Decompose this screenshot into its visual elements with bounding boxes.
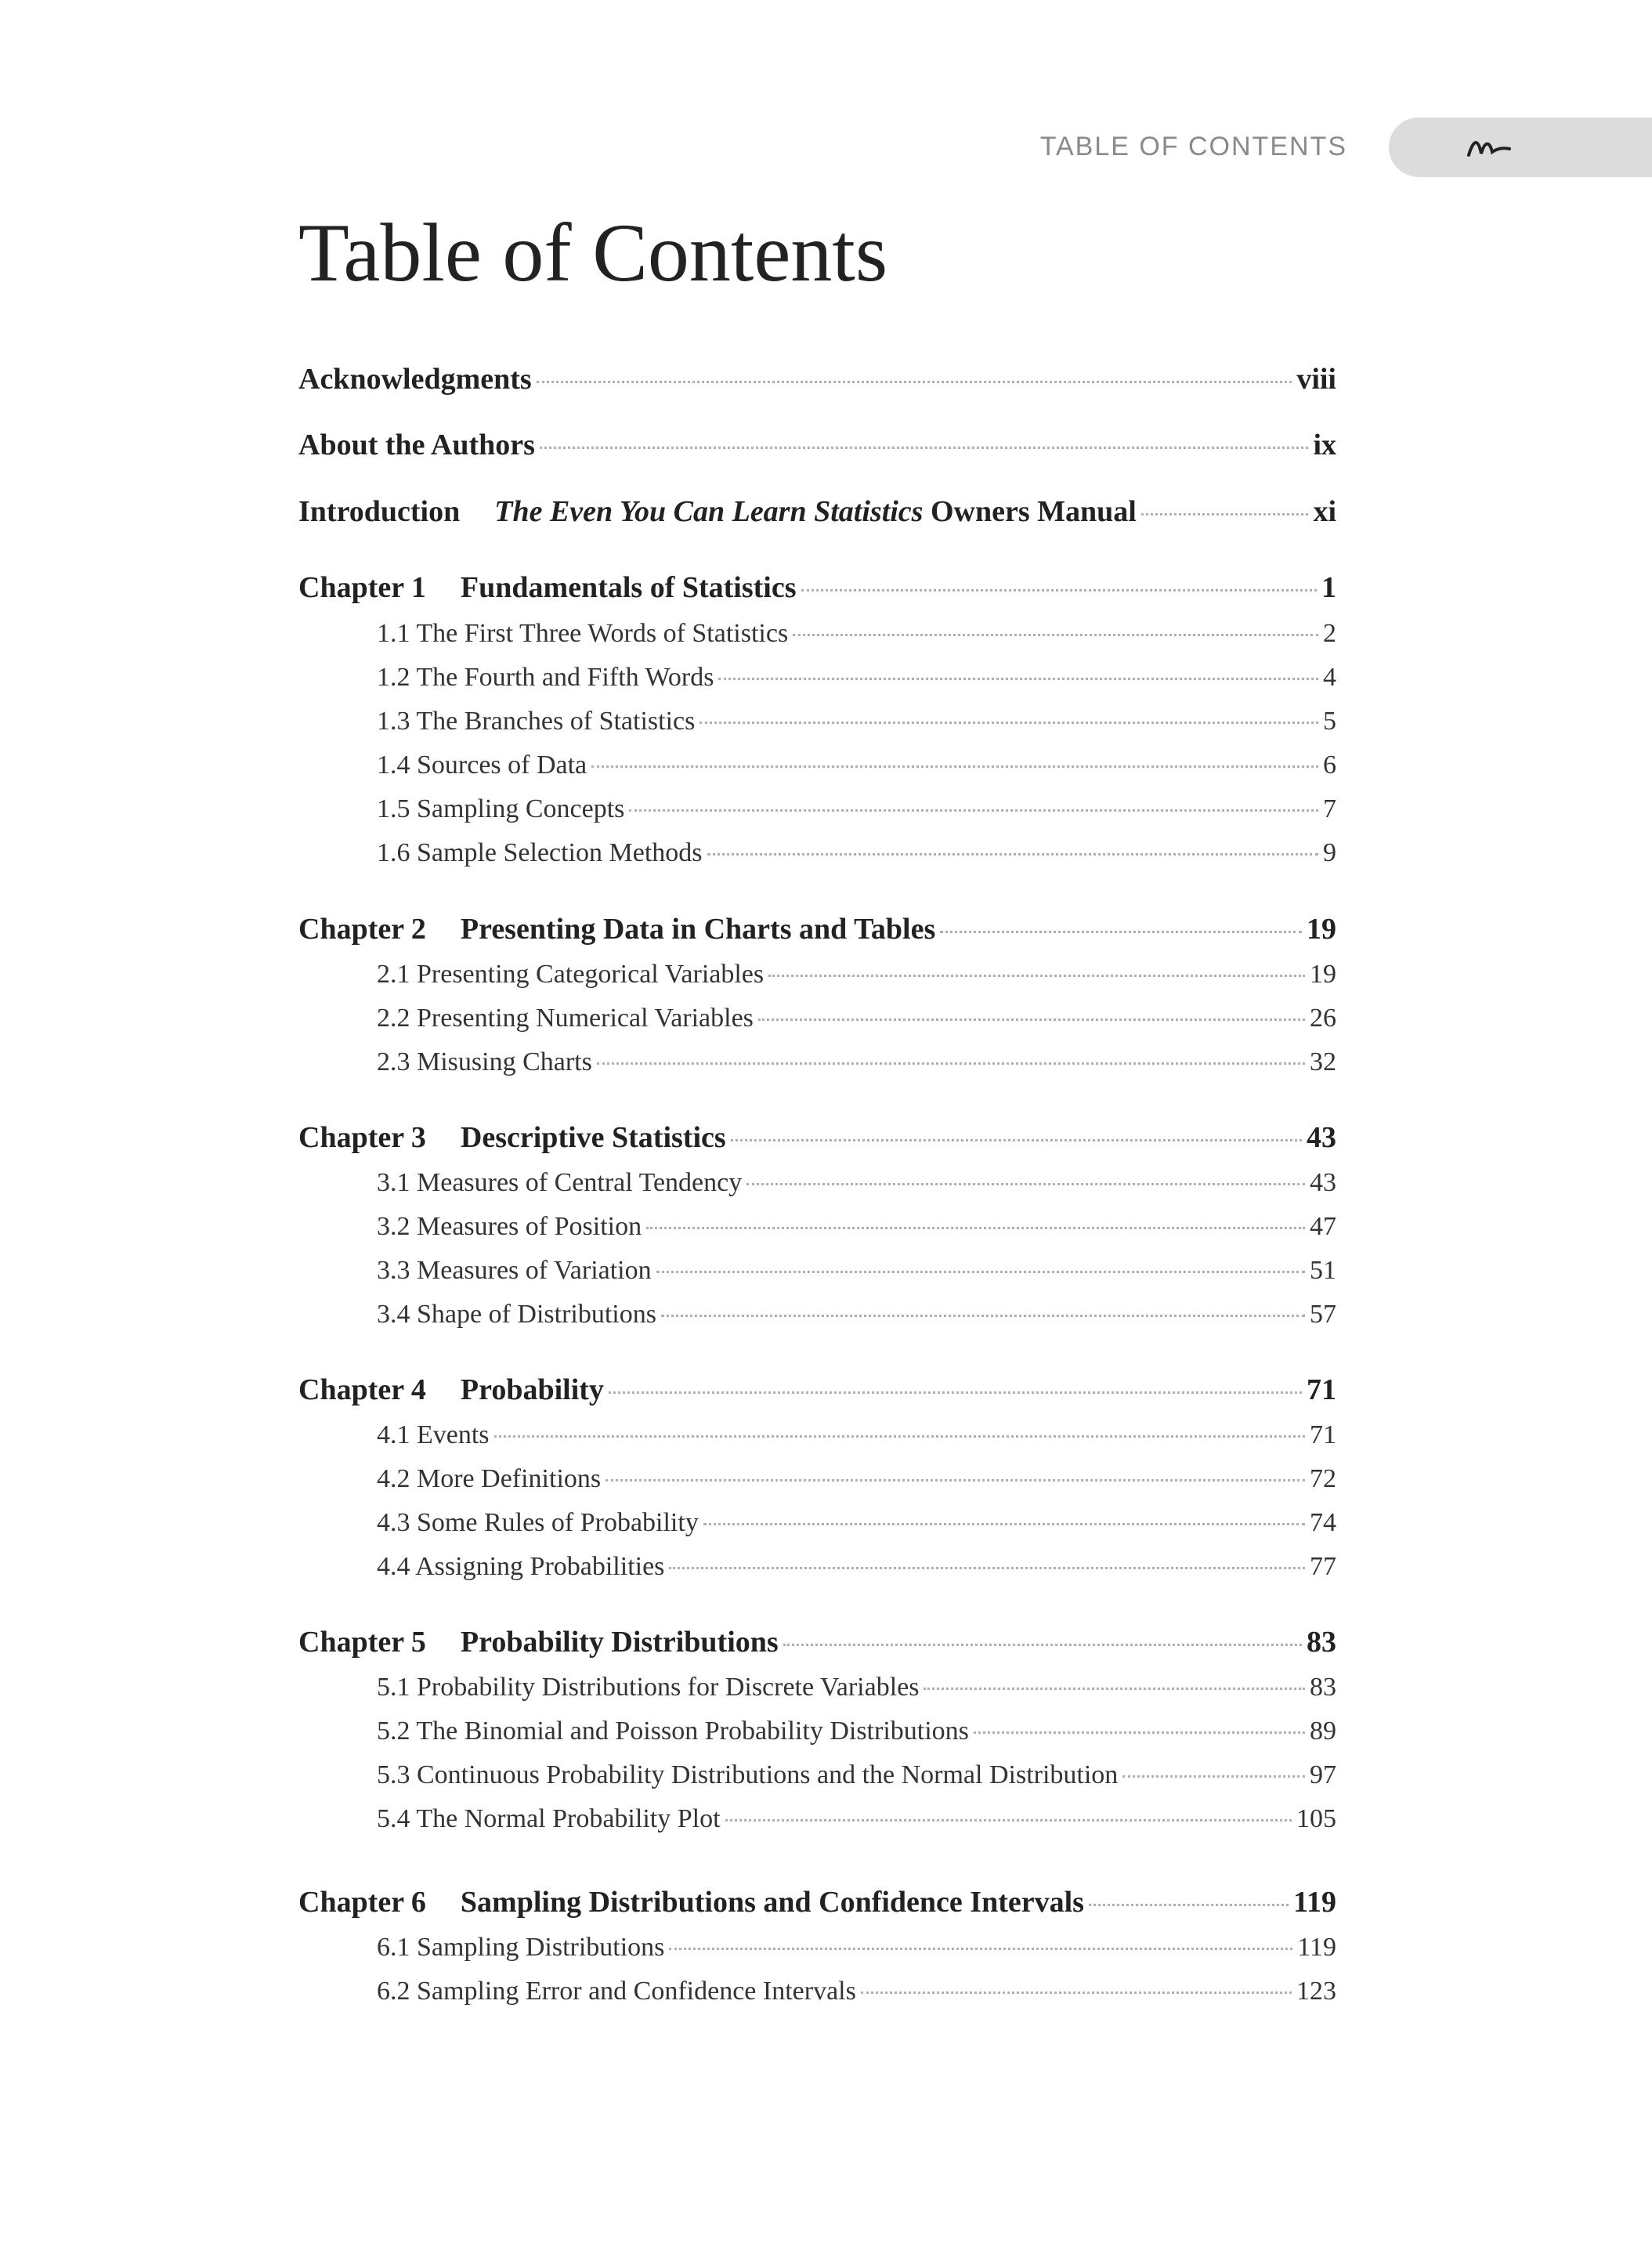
section-label: 5.2 The Binomial and Poisson Probability Distributions: [377, 1717, 969, 1746]
section-label: 2.1 Presenting Categorical Variables: [377, 960, 765, 989]
dot-leader: [537, 381, 1292, 383]
entry-label: About the Authors: [298, 429, 535, 461]
running-head: TABLE OF CONTENTS: [1039, 132, 1347, 161]
toc-chapter-2[interactable]: [298, 912, 1336, 946]
page-number: 57: [1310, 1300, 1336, 1329]
dot-leader: [699, 722, 1318, 724]
dot-leader: [731, 1139, 1302, 1141]
page-number: 77: [1310, 1552, 1336, 1581]
page-number: 43: [1307, 1121, 1336, 1154]
page-title: Table of Contents: [298, 207, 888, 298]
toc-section[interactable]: [377, 1508, 1336, 1538]
page-number: 4: [1323, 663, 1336, 692]
entry-title-rest: Owners Manual: [923, 495, 1137, 528]
dot-leader: [494, 1435, 1305, 1438]
dot-leader: [924, 1688, 1305, 1690]
page-number: 123: [1296, 1977, 1336, 2006]
dot-leader: [629, 809, 1318, 812]
toc-section[interactable]: [377, 1717, 1336, 1746]
section-label: 4.4 Assigning Probabilities: [377, 1552, 665, 1581]
toc-section[interactable]: [377, 1212, 1336, 1242]
chapter-title: Fundamentals of Statistics: [460, 571, 797, 604]
page-number: 7: [1323, 794, 1336, 823]
page-number: 97: [1310, 1760, 1336, 1789]
toc-section[interactable]: [377, 1300, 1336, 1330]
swash-ornament-icon: [1466, 132, 1513, 163]
dot-leader: [656, 1271, 1305, 1273]
section-label: 5.1 Probability Distributions for Discrete Variables: [377, 1673, 920, 1702]
page-number: 9: [1323, 838, 1336, 867]
dot-leader: [669, 1948, 1292, 1950]
toc-chapter-4[interactable]: [298, 1373, 1336, 1407]
toc-section[interactable]: [377, 1760, 1336, 1790]
section-label: 6.1 Sampling Distributions: [377, 1933, 665, 1962]
page-number: 83: [1310, 1673, 1336, 1702]
dot-leader: [540, 447, 1308, 449]
section-label: 1.1 The First Three Words of Statistics: [377, 619, 789, 648]
chapter-number: Chapter 2: [298, 913, 426, 946]
toc-section[interactable]: [377, 838, 1336, 868]
page-tab: [1389, 118, 1652, 177]
toc-section[interactable]: [377, 1673, 1336, 1702]
section-label: 3.3 Measures of Variation: [377, 1256, 652, 1285]
toc-section[interactable]: [377, 1004, 1336, 1033]
section-label: 3.1 Measures of Central Tendency: [377, 1168, 743, 1197]
dot-leader: [725, 1819, 1292, 1822]
page-number: 72: [1310, 1464, 1336, 1493]
section-label: 2.2 Presenting Numerical Variables: [377, 1004, 754, 1033]
page-number: ix: [1313, 429, 1336, 461]
entry-number: Introduction: [298, 495, 461, 528]
page-number: 74: [1310, 1508, 1336, 1537]
toc-chapter-6[interactable]: [298, 1885, 1336, 1919]
section-label: 3.2 Measures of Position: [377, 1212, 642, 1241]
chapter-title: Sampling Distributions and Confidence Intervals: [460, 1886, 1084, 1919]
section-label: 4.2 More Definitions: [377, 1464, 602, 1493]
toc-entry-acknowledgments[interactable]: [298, 362, 1336, 396]
dot-leader: [801, 589, 1318, 592]
toc-section[interactable]: [377, 1933, 1336, 1963]
toc-section[interactable]: [377, 619, 1336, 649]
dot-leader: [783, 1644, 1302, 1646]
page-number: 47: [1310, 1212, 1336, 1241]
dot-leader: [746, 1183, 1305, 1185]
page-number: 19: [1310, 960, 1336, 989]
page-number: 51: [1310, 1256, 1336, 1285]
toc-section[interactable]: [377, 1977, 1336, 2006]
chapter-title: Probability: [460, 1373, 604, 1406]
toc-chapter-5[interactable]: [298, 1625, 1336, 1659]
entry-label: Acknowledgments: [298, 363, 532, 396]
dot-leader: [661, 1315, 1305, 1317]
dot-leader: [793, 634, 1318, 636]
dot-leader: [974, 1731, 1305, 1734]
dot-leader: [1141, 513, 1309, 516]
dot-leader: [718, 678, 1318, 680]
section-label: 6.2 Sampling Error and Confidence Intervals: [377, 1977, 856, 2006]
chapter-number: Chapter 3: [298, 1121, 426, 1154]
page-number: 5: [1323, 707, 1336, 736]
page-number: 71: [1310, 1420, 1336, 1449]
toc-entry-about-authors[interactable]: [298, 428, 1336, 462]
toc-section[interactable]: [377, 1804, 1336, 1834]
chapter-number: Chapter 6: [298, 1886, 426, 1919]
dot-leader: [609, 1391, 1302, 1394]
toc-chapter-1[interactable]: [298, 570, 1336, 605]
chapter-number: Chapter 5: [298, 1626, 426, 1659]
dot-leader: [940, 931, 1302, 933]
chapter-number: Chapter 1: [298, 571, 426, 604]
page-number: 89: [1310, 1717, 1336, 1746]
entry-title-italic: The Even You Can Learn Statistics: [494, 495, 924, 528]
chapter-title: Descriptive Statistics: [460, 1121, 726, 1154]
page-number: 105: [1296, 1804, 1336, 1833]
page-number: 71: [1307, 1373, 1336, 1406]
toc-section[interactable]: [377, 1420, 1336, 1450]
section-label: 4.3 Some Rules of Probability: [377, 1508, 699, 1537]
section-label: 4.1 Events: [377, 1420, 490, 1449]
page-number: 6: [1323, 751, 1336, 780]
section-label: 1.3 The Branches of Statistics: [377, 707, 696, 736]
dot-leader: [758, 1018, 1305, 1021]
page-number: xi: [1313, 495, 1336, 528]
dot-leader: [605, 1479, 1305, 1481]
page-number: 19: [1307, 913, 1336, 946]
toc-section[interactable]: [377, 960, 1336, 989]
entry-label: [494, 494, 1137, 529]
section-label: 1.2 The Fourth and Fifth Words: [377, 663, 714, 692]
dot-leader: [861, 1992, 1292, 1994]
toc-section[interactable]: [377, 1552, 1336, 1582]
page-number: viii: [1296, 363, 1336, 396]
dot-leader: [703, 1523, 1305, 1525]
chapter-title: Probability Distributions: [460, 1626, 779, 1659]
section-label: 1.5 Sampling Concepts: [377, 794, 625, 823]
section-label: 5.4 The Normal Probability Plot: [377, 1804, 721, 1833]
toc-section[interactable]: [377, 663, 1336, 693]
page-number: 1: [1321, 571, 1336, 604]
page-number: 32: [1310, 1047, 1336, 1076]
dot-leader: [1122, 1775, 1305, 1778]
dot-leader: [768, 975, 1305, 977]
page-number: 119: [1293, 1886, 1336, 1919]
toc-section[interactable]: [377, 1256, 1336, 1286]
section-label: 3.4 Shape of Distributions: [377, 1300, 656, 1329]
chapter-title: Presenting Data in Charts and Tables: [460, 913, 936, 946]
toc-entry-introduction[interactable]: [298, 494, 1336, 529]
section-label: 2.3 Misusing Charts: [377, 1047, 592, 1076]
dot-leader: [591, 765, 1318, 768]
toc-section[interactable]: [377, 1464, 1336, 1494]
toc-chapter-3[interactable]: [298, 1120, 1336, 1155]
dot-leader: [669, 1567, 1305, 1569]
page-number: 2: [1323, 619, 1336, 648]
dot-leader: [597, 1062, 1305, 1065]
toc-section[interactable]: [377, 1047, 1336, 1077]
dot-leader: [646, 1227, 1305, 1229]
page-number: 83: [1307, 1626, 1336, 1659]
toc-section[interactable]: [377, 707, 1336, 736]
toc-section[interactable]: [377, 751, 1336, 780]
dot-leader: [1089, 1904, 1289, 1906]
section-label: 5.3 Continuous Probability Distributions and the Normal Distribution: [377, 1760, 1119, 1789]
section-label: 1.4 Sources of Data: [377, 751, 587, 780]
page-number: 43: [1310, 1168, 1336, 1197]
toc-section[interactable]: [377, 794, 1336, 824]
chapter-number: Chapter 4: [298, 1373, 426, 1406]
dot-leader: [707, 853, 1318, 856]
toc-section[interactable]: [377, 1168, 1336, 1198]
page-number: 26: [1310, 1004, 1336, 1033]
section-label: 1.6 Sample Selection Methods: [377, 838, 703, 867]
page-number: 119: [1297, 1933, 1336, 1962]
